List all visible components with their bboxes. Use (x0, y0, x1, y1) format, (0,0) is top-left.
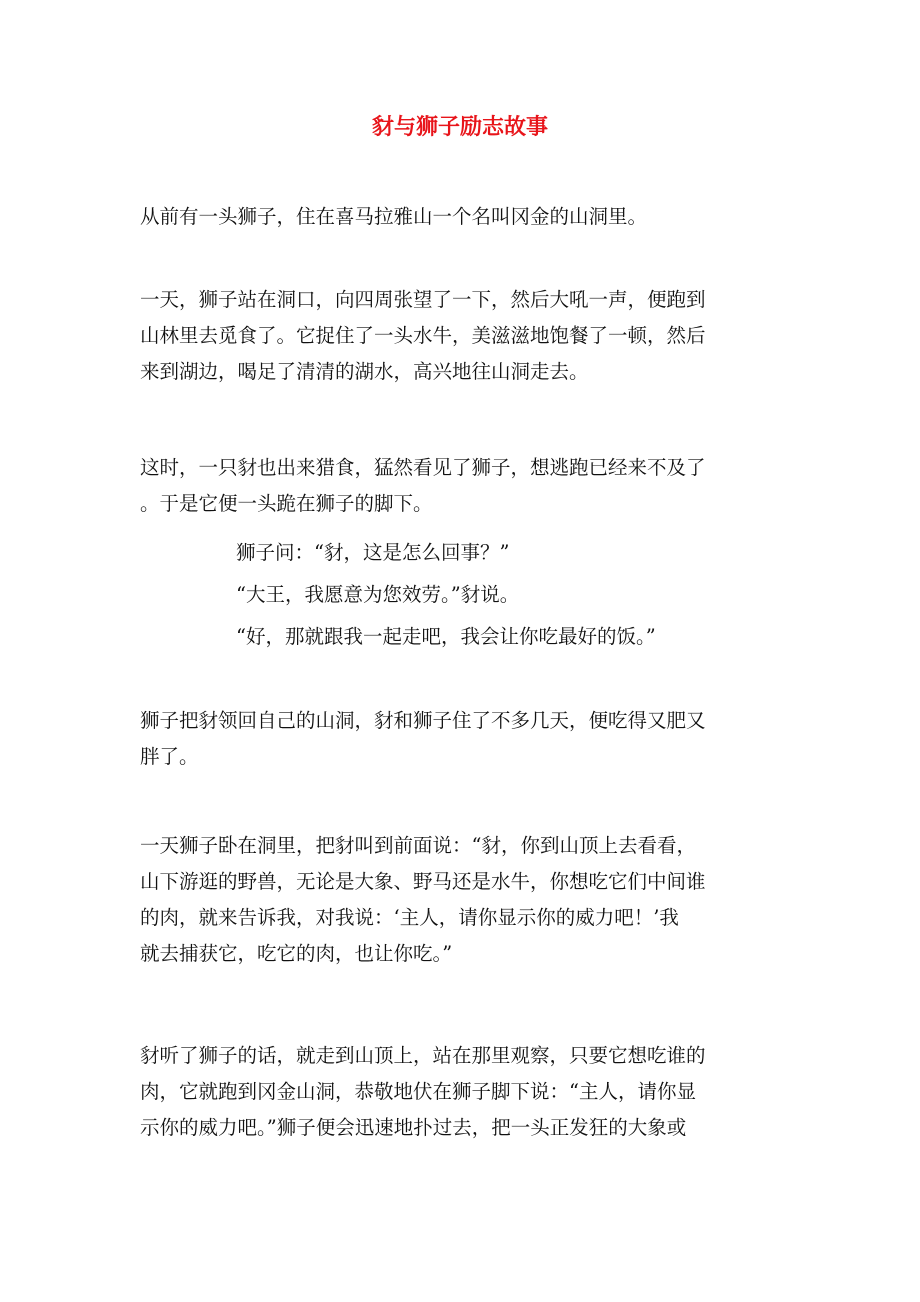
document-title: 豺与狮子励志故事 (371, 114, 548, 140)
text-line: 一天狮子卧在洞里，把豺叫到前面说：“豺，你到山顶上去看看， (140, 834, 696, 857)
text-line: 一天，狮子站在洞口，向四周张望了一下，然后大吼一声，便跑到 (140, 288, 706, 311)
paragraph-2 (140, 282, 780, 390)
text-line: 从前有一头狮子，住在喜马拉雅山一个名叫冈金的山洞里。 (140, 205, 648, 228)
text-line: 肉，它就跑到冈金山洞，恭敬地伏在狮子脚下说：“主人，请你显 (140, 1080, 696, 1103)
text-line: 就去捕获它，吃它的肉，也让你吃。” (140, 942, 453, 965)
text-line: 来到湖边，喝足了清清的湖水，高兴地往山洞走去。 (140, 360, 589, 383)
dialogue-line-3: “好，那就跟我一起走吧，我会让你吃最好的饭。” (236, 625, 656, 648)
text-line: 这时，一只豺也出来猎食，猛然看见了狮子，想逃跑已经来不及了 (140, 456, 706, 479)
text-line: 。于是它便一头跪在狮子的脚下。 (140, 492, 433, 515)
paragraph-1 (140, 199, 780, 235)
dialogue-line-2: “大王，我愿意为您效劳。”豺说。 (236, 583, 520, 606)
text-line: 示你的威力吧。”狮子便会迅速地扑过去，把一头正发狂的大象或 (140, 1116, 687, 1139)
text-line: 胖了。 (140, 745, 199, 768)
text-line: 狮子把豺领回自己的山洞，豺和狮子住了不多几天，便吃得又肥又 (140, 709, 706, 732)
text-line: 山林里去觅食了。它捉住了一头水牛，美滋滋地饱餐了一顿，然后 (140, 324, 706, 347)
paragraph-6 (140, 1038, 780, 1146)
text-line: 的肉，就来告诉我，对我说：‘主人，请你显示你的威力吧！’我 (140, 906, 679, 929)
text-line: 山下游逛的野兽，无论是大象、野马还是水牛，你想吃它们中间谁 (140, 870, 706, 893)
paragraph-4 (140, 703, 780, 775)
paragraph-3 (140, 450, 780, 522)
text-line: 豺听了狮子的话，就走到山顶上，站在那里观察，只要它想吃谁的 (140, 1044, 706, 1067)
paragraph-5 (140, 828, 780, 972)
dialogue-line-1: 狮子问：“豺，这是怎么回事？” (236, 541, 510, 564)
